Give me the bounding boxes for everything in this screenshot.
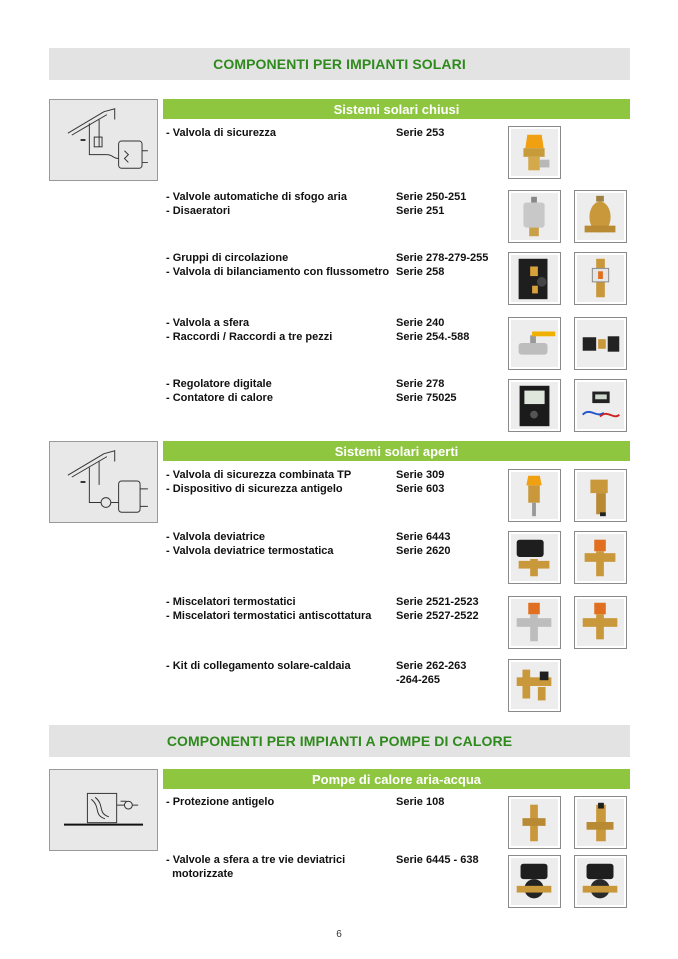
product-name: - Valvole a sfera a tre vie deviatrici bbox=[166, 854, 346, 866]
product-serie: Serie 253 bbox=[396, 127, 445, 139]
product-serie: Serie 2527-2522 bbox=[396, 610, 479, 622]
mixer-image bbox=[508, 596, 561, 649]
air-vent-image bbox=[508, 190, 561, 243]
product-name: - Protezione antigelo bbox=[166, 796, 275, 808]
product-serie: Serie 2521-2523 bbox=[396, 596, 479, 608]
product-name: - Miscelatori termostatici bbox=[166, 596, 296, 608]
group-title-aperti: Sistemi solari aperti bbox=[163, 441, 630, 461]
product-serie: Serie 75025 bbox=[396, 392, 457, 404]
product-name: - Miscelatori termostatici antiscottatura bbox=[166, 610, 372, 622]
product-name: - Valvola di sicurezza bbox=[166, 127, 277, 139]
product-name: - Valvola deviatrice bbox=[166, 531, 266, 543]
safety-valve-image bbox=[508, 126, 561, 179]
digital-regulator-image bbox=[508, 379, 561, 432]
heat-meter-image bbox=[574, 379, 627, 432]
product-name: - Valvola deviatrice termostatica bbox=[166, 545, 334, 557]
product-name: - Regolatore digitale bbox=[166, 378, 272, 390]
product-serie: Serie 6445 - 638 bbox=[396, 854, 479, 866]
product-name: - Gruppi di circolazione bbox=[166, 252, 289, 264]
product-serie: Serie 262-263 bbox=[396, 660, 467, 672]
product-name: - Kit di collegamento solare-caldaia bbox=[166, 660, 351, 672]
diverter-valve-image bbox=[508, 531, 561, 584]
product-serie: Serie 108 bbox=[396, 796, 445, 808]
connection-kit-image bbox=[508, 659, 561, 712]
product-serie: Serie 309 bbox=[396, 469, 445, 481]
open-solar-system-diagram bbox=[49, 441, 158, 523]
product-serie: Serie 278 bbox=[396, 378, 445, 390]
closed-solar-system-diagram bbox=[49, 99, 158, 181]
product-serie: Serie 258 bbox=[396, 266, 445, 278]
ball-valve-image bbox=[508, 317, 561, 370]
antifreeze-device-image bbox=[574, 469, 627, 522]
product-serie: Serie 6443 bbox=[396, 531, 451, 543]
antifreeze-valve-2-image bbox=[574, 796, 627, 849]
product-serie: Serie 250-251 bbox=[396, 191, 467, 203]
anti-scald-mixer-image bbox=[574, 596, 627, 649]
page-number: 6 bbox=[336, 929, 342, 940]
circulation-group-image bbox=[508, 252, 561, 305]
heat-pump-diagram bbox=[49, 769, 158, 851]
balancing-valve-image bbox=[574, 252, 627, 305]
product-serie: Serie 251 bbox=[396, 205, 445, 217]
section-title-solari: COMPONENTI PER IMPIANTI SOLARI bbox=[49, 48, 630, 80]
product-serie: Serie 278-279-255 bbox=[396, 252, 489, 264]
antifreeze-valve-image bbox=[508, 796, 561, 849]
product-name: - Raccordi / Raccordi a tre pezzi bbox=[166, 331, 333, 343]
fittings-image bbox=[574, 317, 627, 370]
product-name: motorizzate bbox=[166, 868, 234, 880]
product-name: - Disaeratori bbox=[166, 205, 231, 217]
deaerator-image bbox=[574, 190, 627, 243]
product-name: - Dispositivo di sicurezza antigelo bbox=[166, 483, 343, 495]
product-serie: Serie 240 bbox=[396, 317, 445, 329]
product-serie: -264-265 bbox=[396, 674, 441, 686]
product-serie: Serie 2620 bbox=[396, 545, 451, 557]
product-name: - Contatore di calore bbox=[166, 392, 273, 404]
product-name: - Valvole automatiche di sfogo aria bbox=[166, 191, 347, 203]
motorized-valve-2-image bbox=[574, 855, 627, 908]
product-name: - Valvola di bilanciamento con flussometro bbox=[166, 266, 390, 278]
group-title-pompe: Pompe di calore aria-acqua bbox=[163, 769, 630, 789]
group-title-chiusi: Sistemi solari chiusi bbox=[163, 99, 630, 119]
product-serie: Serie 603 bbox=[396, 483, 445, 495]
thermostatic-diverter-image bbox=[574, 531, 627, 584]
product-name: - Valvola di sicurezza combinata TP bbox=[166, 469, 352, 481]
section-title-pompe: COMPONENTI PER IMPIANTI A POMPE DI CALORE bbox=[49, 725, 630, 757]
tp-valve-image bbox=[508, 469, 561, 522]
product-serie: Serie 254.-588 bbox=[396, 331, 470, 343]
product-name: - Valvola a sfera bbox=[166, 317, 250, 329]
motorized-valve-image bbox=[508, 855, 561, 908]
